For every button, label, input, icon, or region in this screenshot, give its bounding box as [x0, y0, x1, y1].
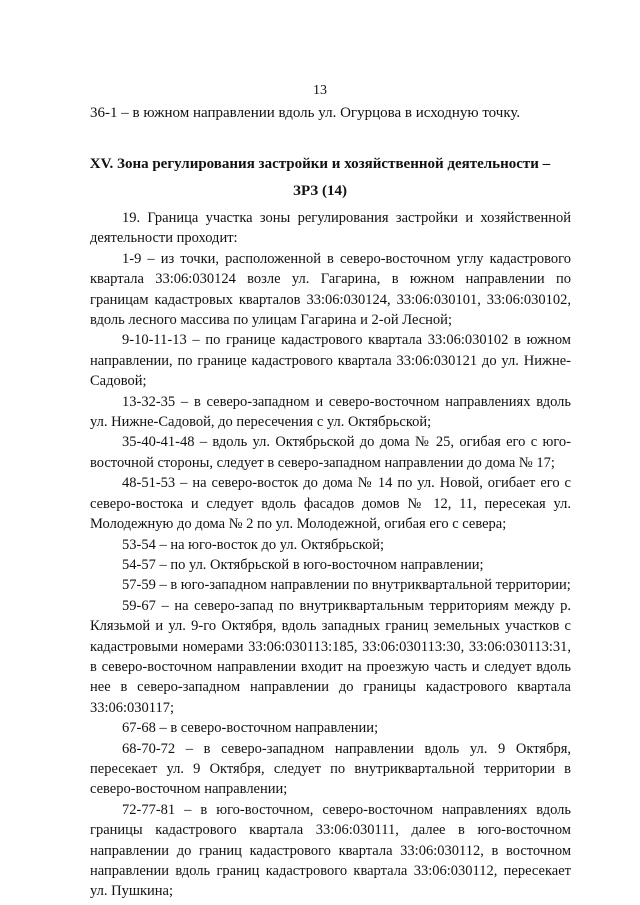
paragraph-57-59: 57-59 – в юго-западном направлении по внутриквартальной территории; — [122, 577, 571, 594]
section-code: ЗРЗ (14) — [293, 183, 347, 199]
section-title: XV. Зона регулирования застройки и хозяйственной деятельности – — [89, 156, 551, 172]
intro-line: 36-1 – в южном направлении вдоль ул. Огурцова в исходную точку. — [90, 105, 521, 121]
paragraph-54-57: 54-57 – по ул. Октябрьской в юго-восточном направлении; — [122, 556, 484, 573]
paragraph-68-72: 68-70-72 – в северо-западном направлении вдоль ул. 9 Октября, пересекает ул. 9 Октября, следует по внутриквартальной территории в северо-восточном направлении; — [90, 740, 571, 798]
page-number: 13 — [313, 83, 327, 98]
paragraph-48-53: 48-51-53 – на северо-восток до дома № 14 по ул. Новой, огибает его с северо-востока и следует вдоль фасадов домов № 12, 11, пересекая ул. Молодежную до дома № 2 по ул. Молодежной, огибая его с севера; — [90, 475, 571, 533]
paragraph-59-67: 59-67 – на северо-запад по внутриквартальным территориям между р. Клязьмой и ул. 9-го Октября, вдоль западных границ земельных участков с кадастровыми номерами 33:06:030113:185, 33:06:030113:30, 33:06:030113:31, в северо-восточном направлении входит на проезжую часть и следует вдоль нее в северо-западном направлении до границы кадастрового квартала 33:06:030117; — [90, 597, 571, 716]
paragraph-67-68: 67-68 – в северо-восточном направлении; — [122, 720, 379, 737]
paragraph-19: 19. Граница участка зоны регулирования застройки и хозяйственной деятельности проходит: — [90, 210, 571, 247]
paragraph-35-48: 35-40-41-48 – вдоль ул. Октябрьской до дома № 25, огибая его с юго-восточной стороны, следует в северо-западном направлении до дома № 17; — [90, 434, 571, 471]
document-body — [90, 208, 571, 902]
paragraph-13-35: 13-32-35 – в северо-западном и северо-восточном направлениях вдоль ул. Нижне-Садовой, до пересечения с ул. Октябрьской; — [90, 393, 571, 431]
paragraph-1-9: 1-9 – из точки, расположенной в северо-восточном углу кадастрового квартала 33:06:030124 возле ул. Гагарина, в южном направлении по границам кадастровых кварталов 33:06:030124, 33:06:030101, 33:06:030102, вдоль лесного массива по улицам Гагарина и 2-ой Лесной; — [90, 250, 571, 329]
paragraph-72-81: 72-77-81 – в юго-восточном, северо-восточном направлениях вдоль границы кадастрового квартала 33:06:030111, далее в юго-восточном направлении до границ кадастрового квартала 33:06:030112, в восточном направлении вдоль границ кадастрового квартала 33:06:030112, пересекает ул. Пушкина; — [90, 801, 571, 900]
paragraph-9-13: 9-10-11-13 – по границе кадастрового квартала 33:06:030102 в южном направлении, по границе кадастрового квартала 33:06:030121 до ул. Нижне-Садовой; — [90, 332, 571, 390]
paragraph-53-54: 53-54 – на юго-восток до ул. Октябрьской; — [122, 536, 385, 553]
